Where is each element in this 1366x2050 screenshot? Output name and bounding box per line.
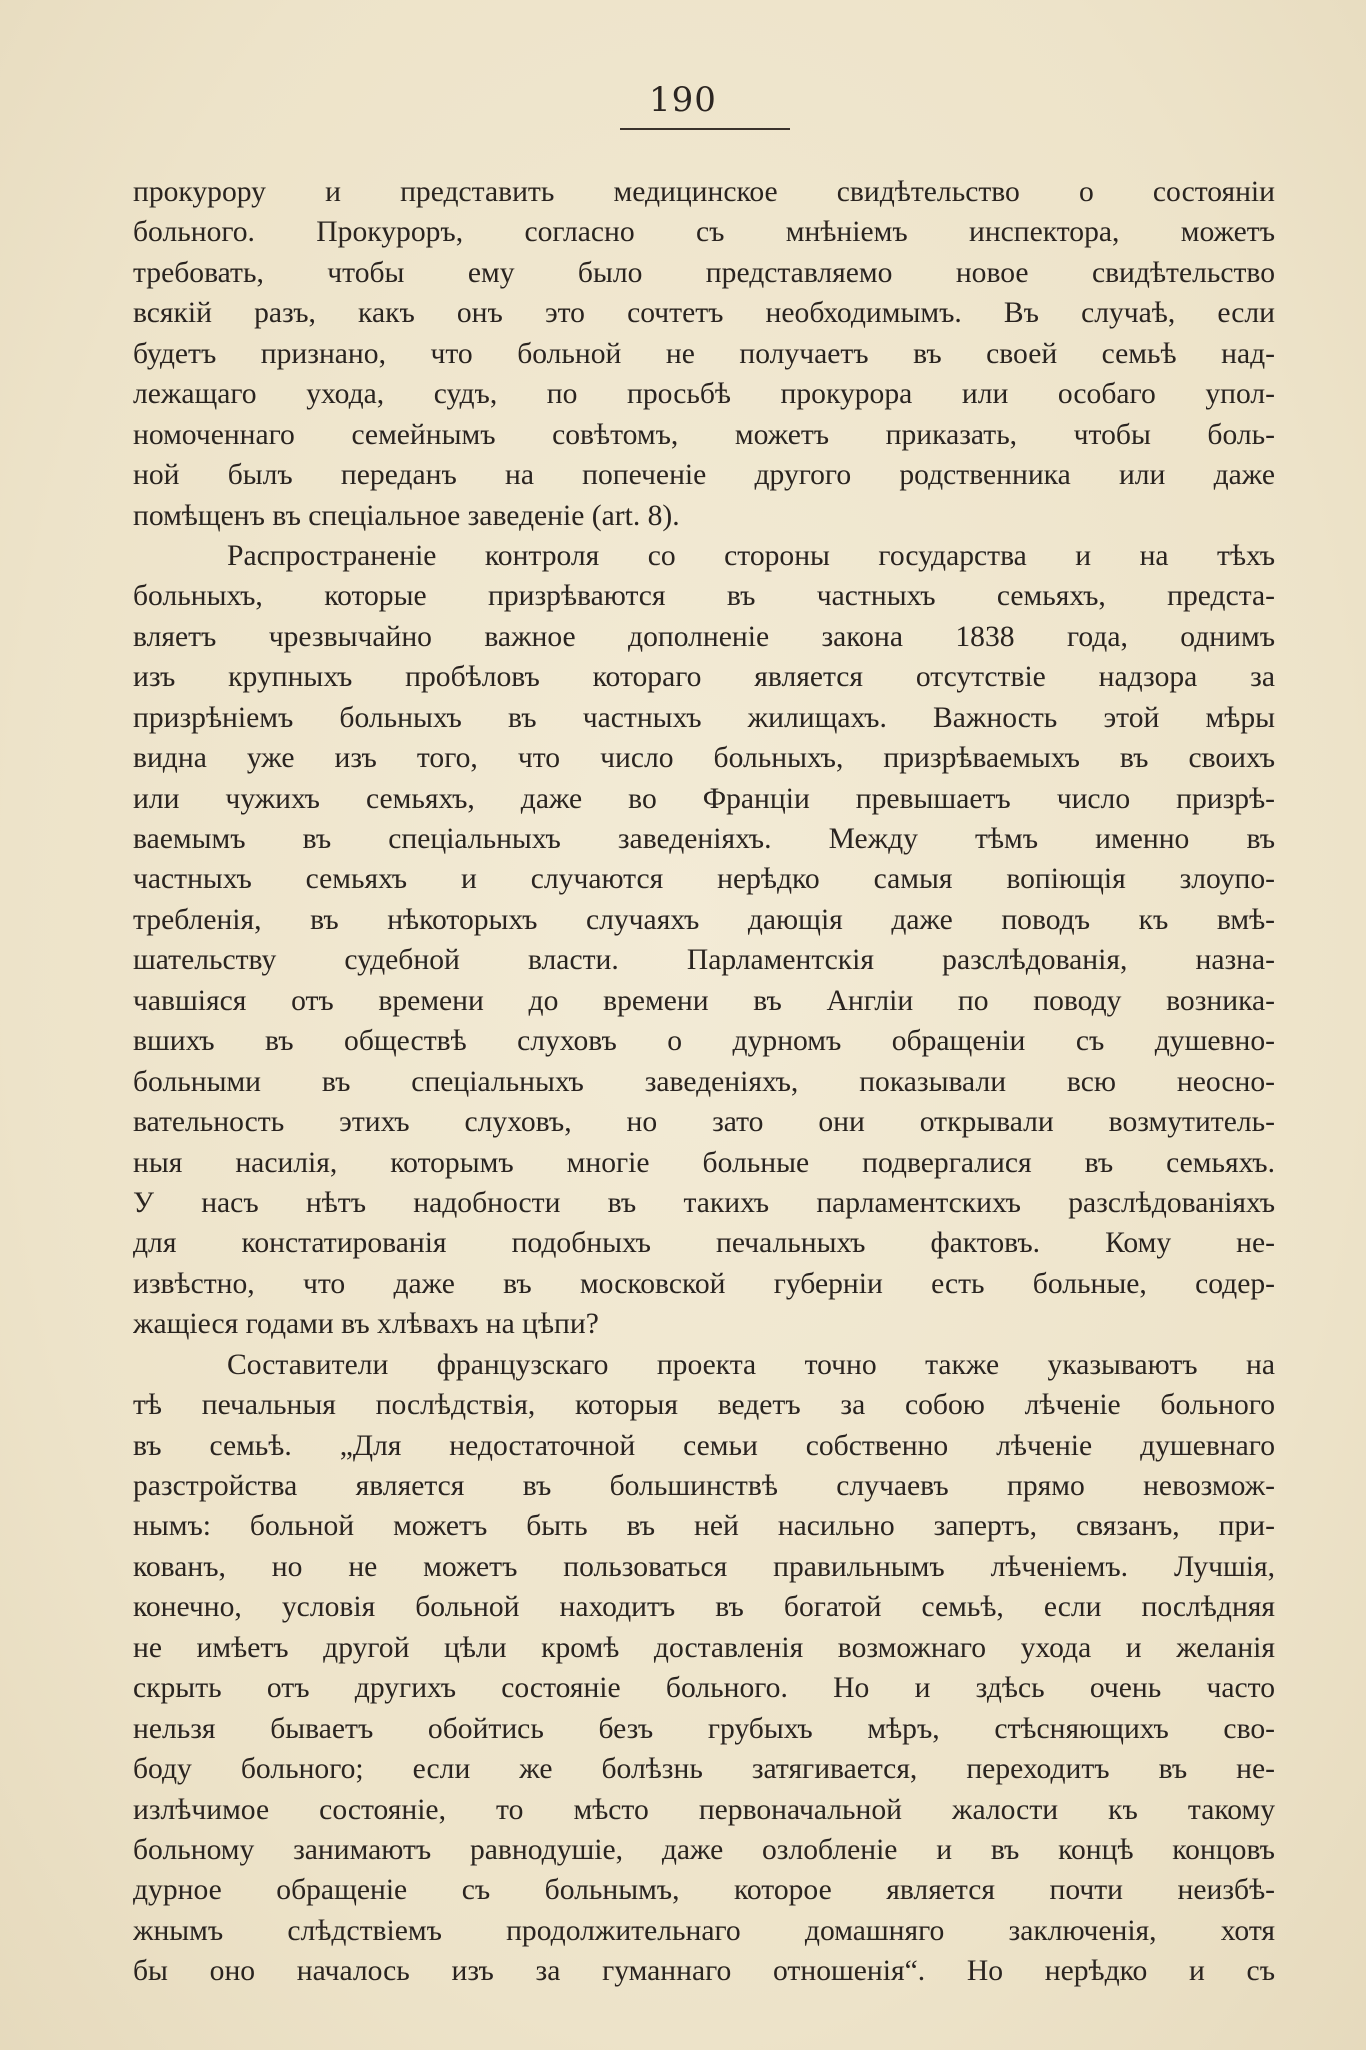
text-line: лежащаго ухода, судъ, по просьбѣ прокурора или особаго упол-: [133, 378, 1275, 411]
text-line: помѣщенъ въ спеціальное заведеніе (art. 8).: [133, 499, 680, 532]
text-line: кованъ, но не можетъ пользоваться правильнымъ лѣченіемъ. Лучшія,: [133, 1550, 1275, 1583]
text-line: всякій разъ, какъ онъ это сочтетъ необходимымъ. Въ случаѣ, если: [133, 297, 1275, 330]
text-line: боду больного; если же болѣзнь затягивается, переходитъ въ не-: [133, 1753, 1275, 1786]
text-line: призрѣніемъ больныхъ въ частныхъ жилищахъ. Важность этой мѣры: [133, 701, 1275, 734]
text-line: ваемымъ въ спеціальныхъ заведеніяхъ. Между тѣмъ именно въ: [133, 823, 1275, 855]
text-line: вшихъ въ обществѣ слуховъ о дурномъ обращеніи съ душевно-: [133, 1025, 1275, 1058]
text-line: не имѣетъ другой цѣли кромѣ доставленія возможнаго ухода и желанія: [133, 1631, 1275, 1664]
text-line: ной былъ переданъ на попеченіе другого родственника или даже: [133, 459, 1275, 492]
text-line: извѣстно, что даже въ московской губерніи есть больные, содер-: [133, 1267, 1275, 1300]
text-line: скрыть отъ другихъ состояніе больного. Но и здѣсь очень часто: [133, 1672, 1275, 1705]
text-line: изъ крупныхъ пробѣловъ котораго является отсутствіе надзора за: [133, 661, 1275, 694]
text-line: частныхъ семьяхъ и случаются нерѣдко самыя вопіющія злоупо-: [133, 863, 1275, 896]
text-line: будетъ признано, что больной не получаетъ въ своей семьѣ над-: [133, 337, 1275, 370]
text-line: въ семьѣ. „Для недостаточной семьи собственно лѣченіе душевнаго: [133, 1429, 1275, 1462]
text-line: жащіеся годами въ хлѣвахъ на цѣпи?: [133, 1308, 599, 1341]
text-line: конечно, условія больной находитъ въ богатой семьѣ, если послѣдняя: [133, 1591, 1275, 1624]
text-line: Составители французскаго проекта точно также указываютъ на: [227, 1348, 1275, 1381]
text-line: жнымъ слѣдствіемъ продолжительнаго домашняго заключенія, хотя: [133, 1914, 1275, 1947]
text-line: излѣчимое состояніе, то мѣсто первоначальной жалости къ такому: [133, 1793, 1275, 1826]
text-line: требовать, чтобы ему было представляемо новое свидѣтельство: [133, 256, 1275, 289]
text-line: вательность этихъ слуховъ, но зато они открывали возмутитель-: [133, 1106, 1275, 1139]
text-line: требленія, въ нѣкоторыхъ случаяхъ дающія даже поводъ къ вмѣ-: [133, 903, 1275, 936]
text-line: номоченнаго семейнымъ совѣтомъ, можетъ приказать, чтобы боль-: [133, 418, 1275, 451]
text-line: ныя насилія, которымъ многіе больные подвергалися въ семьяхъ.: [133, 1146, 1275, 1179]
text-line: шательству судебной власти. Парламентскія разслѣдованія, назна-: [133, 944, 1275, 977]
text-line: нельзя бываетъ обойтись безъ грубыхъ мѣръ, стѣсняющихъ сво-: [133, 1712, 1275, 1745]
text-line: прокурору и представить медицинское свидѣтельство о состояніи: [133, 176, 1275, 208]
text-line: тѣ печальныя послѣдствія, которыя ведетъ за собою лѣченіе больного: [133, 1389, 1275, 1422]
text-line: бы оно началось изъ за гуманнаго отношенія“. Но нерѣдко и съ: [133, 1955, 1275, 1988]
text-line: вляетъ чрезвычайно важное дополненіе закона 1838 года, однимъ: [133, 620, 1275, 653]
text-line: нымъ: больной можетъ быть въ ней насильно запертъ, связанъ, при-: [133, 1510, 1275, 1543]
text-line: больному занимаютъ равнодушіе, даже озлобленіе и въ концѣ концовъ: [133, 1833, 1275, 1866]
text-line: разстройства является въ большинствѣ случаевъ прямо невозмож-: [133, 1470, 1275, 1502]
text-line: дурное обращеніе съ больнымъ, которое является почти неизбѣ-: [133, 1874, 1275, 1907]
text-line: больныхъ, которые призрѣваются въ частныхъ семьяхъ, предста-: [133, 580, 1275, 613]
text-line: видна уже изъ того, что число больныхъ, призрѣваемыхъ въ своихъ: [133, 742, 1275, 775]
text-line: больного. Прокуроръ, согласно съ мнѣніемъ инспектора, можетъ: [133, 216, 1275, 249]
text-line: чавшіяся отъ времени до времени въ Англіи по поводу возника-: [133, 984, 1275, 1017]
text-line: для констатированія подобныхъ печальныхъ фактовъ. Кому не-: [133, 1227, 1275, 1260]
text-line: У насъ нѣтъ надобности въ такихъ парламентскихъ разслѣдованіяхъ: [133, 1186, 1275, 1219]
text-line: Распространеніе контроля со стороны государства и на тѣхъ: [227, 539, 1275, 572]
page-number: 190: [649, 80, 717, 120]
body-text: [133, 172, 1275, 1992]
text-line: больными въ спеціальныхъ заведеніяхъ, показывали всю неосно-: [133, 1065, 1275, 1098]
page-number-rule: [620, 128, 790, 130]
text-line: или чужихъ семьяхъ, даже во Франціи превышаетъ число призрѣ-: [133, 782, 1275, 815]
